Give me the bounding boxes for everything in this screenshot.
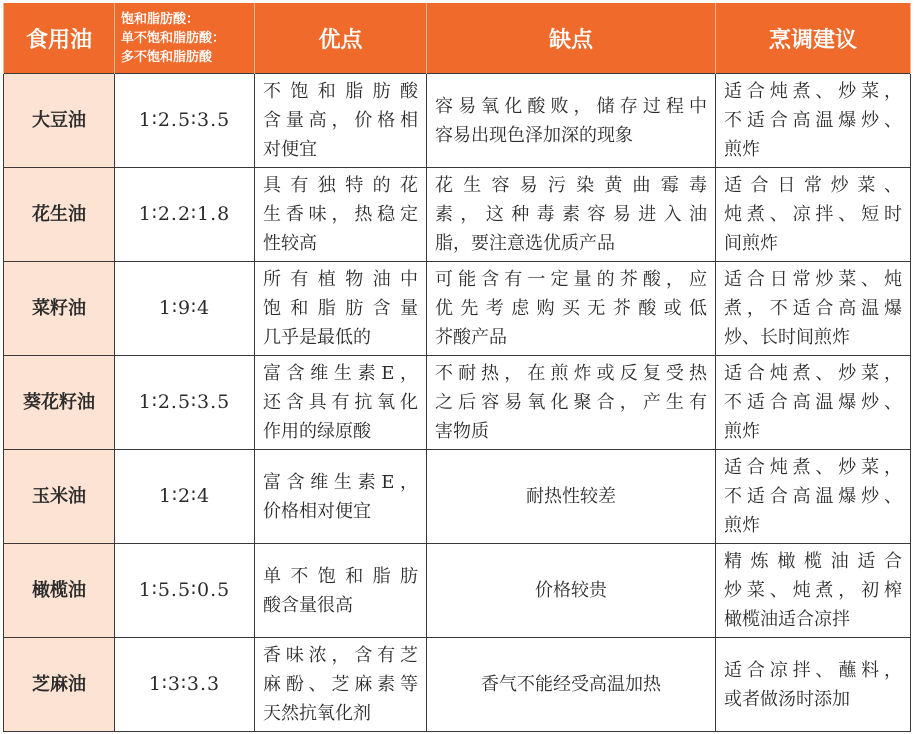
header-ratio-line: 饱和脂肪酸： bbox=[121, 11, 200, 27]
advice-cell-line: 炖煮、凉拌、短时 bbox=[724, 204, 902, 225]
pros-cell-line: 香味浓，含有芝 bbox=[263, 645, 418, 666]
advice-cell bbox=[716, 544, 911, 638]
table-row bbox=[4, 356, 911, 450]
cons-cell-line: 害物质 bbox=[435, 421, 489, 442]
cons-cell-line: 耐热性较差 bbox=[526, 486, 616, 507]
header-oil: 食用油 bbox=[4, 3, 115, 74]
oil-name: 橄榄油 bbox=[4, 544, 115, 638]
cons-cell-line: 芥酸产品 bbox=[435, 327, 507, 348]
fatty-acid-ratio: 1∶2.5∶3.5 bbox=[115, 356, 255, 450]
table-row bbox=[4, 450, 911, 544]
pros-cell-line: 富含维生素E， bbox=[263, 471, 418, 493]
pros-cell-line: 性较高 bbox=[263, 233, 317, 254]
cons-cell-line: 价格较贵 bbox=[535, 580, 607, 601]
header-advice: 烹调建议 bbox=[716, 3, 911, 74]
advice-cell-line: 适合凉拌、蘸料， bbox=[724, 659, 902, 681]
advice-cell-line: 适合炖煮、炒菜， bbox=[724, 363, 902, 384]
advice-cell bbox=[716, 168, 911, 262]
pros-cell-line: 麻酚、芝麻素等 bbox=[263, 674, 418, 695]
oil-name: 菜籽油 bbox=[4, 262, 115, 356]
oil-comparison-sheet bbox=[3, 3, 910, 731]
header-fatty-acid-ratio bbox=[115, 3, 255, 74]
advice-cell-line: 适合炖煮、炒菜， bbox=[724, 457, 902, 478]
pros-cell-line: 所有植物油中 bbox=[263, 269, 418, 290]
pros-cell-line: 生香味，热稳定 bbox=[263, 204, 418, 225]
pros-cell-line: 天然抗氧化剂 bbox=[263, 703, 371, 724]
oil-name: 大豆油 bbox=[4, 74, 115, 168]
pros-cell bbox=[255, 544, 427, 638]
oil-name: 花生油 bbox=[4, 168, 115, 262]
advice-cell bbox=[716, 450, 911, 544]
pros-cell-line: 不饱和脂肪酸 bbox=[263, 81, 418, 102]
cons-cell-line: 不耐热，在煎炸或反复受热 bbox=[435, 363, 707, 384]
pros-cell bbox=[255, 638, 427, 732]
cons-cell-line: 之后容易氧化聚合，产生有 bbox=[435, 392, 707, 413]
advice-cell-line: 适合日常炒菜、炖 bbox=[724, 269, 902, 290]
pros-cell bbox=[255, 450, 427, 544]
advice-cell-line: 煎炸 bbox=[724, 139, 760, 160]
cons-cell-line: 容易出现色泽加深的现象 bbox=[435, 124, 633, 146]
cons-cell-line: 容易氧化酸败，储存过程中 bbox=[435, 95, 707, 117]
pros-cell-line: 具有独特的花 bbox=[263, 175, 418, 196]
advice-cell bbox=[716, 74, 911, 168]
pros-cell bbox=[255, 168, 427, 262]
pros-cell-line: 单不饱和脂肪 bbox=[263, 565, 418, 587]
fatty-acid-ratio: 1∶5.5∶0.5 bbox=[115, 544, 255, 638]
cons-cell bbox=[427, 638, 716, 732]
fatty-acid-ratio: 1∶9∶4 bbox=[115, 262, 255, 356]
cons-cell bbox=[427, 544, 716, 638]
table-row bbox=[4, 168, 911, 262]
pros-cell-line: 饱和脂肪含量 bbox=[263, 298, 418, 319]
pros-cell bbox=[255, 356, 427, 450]
advice-cell-line: 适合炖煮、炒菜， bbox=[724, 81, 902, 102]
header-ratio-line: 多不饱和脂肪酸 bbox=[121, 49, 213, 65]
cons-cell-line: 素，这种毒素容易进入油 bbox=[435, 204, 707, 225]
advice-cell bbox=[716, 356, 911, 450]
pros-cell-line: 价格相对便宜 bbox=[263, 500, 371, 522]
pros-cell-line: 几乎是最低的 bbox=[263, 327, 371, 348]
advice-cell-line: 橄榄油适合凉拌 bbox=[724, 609, 850, 630]
advice-cell-line: 炒、长时间煎炸 bbox=[724, 327, 850, 348]
pros-cell-line: 含量高，价格相 bbox=[263, 110, 418, 131]
cons-cell bbox=[427, 262, 716, 356]
pros-cell bbox=[255, 74, 427, 168]
advice-cell-line: 炒菜、炖煮，初榨 bbox=[724, 580, 902, 601]
cons-cell-line: 可能含有一定量的芥酸，应 bbox=[435, 269, 707, 290]
advice-cell-line: 或者做汤时添加 bbox=[724, 688, 850, 710]
cons-cell bbox=[427, 356, 716, 450]
fatty-acid-ratio: 1∶2∶4 bbox=[115, 450, 255, 544]
table-row bbox=[4, 638, 911, 732]
oil-name: 葵花籽油 bbox=[4, 356, 115, 450]
header-ratio-line: 单不饱和脂肪酸： bbox=[121, 30, 226, 46]
pros-cell-line: 作用的绿原酸 bbox=[263, 421, 371, 442]
header-pros: 优点 bbox=[255, 3, 427, 74]
table-row bbox=[4, 74, 911, 168]
cons-cell-line: 脂，要注意选优质产品 bbox=[435, 233, 615, 254]
pros-cell bbox=[255, 262, 427, 356]
advice-cell-line: 不适合高温爆炒、 bbox=[724, 486, 902, 507]
oil-name: 芝麻油 bbox=[4, 638, 115, 732]
cons-cell-line: 花生容易污染黄曲霉毒 bbox=[435, 175, 707, 196]
advice-cell-line: 适合日常炒菜、 bbox=[724, 175, 902, 196]
advice-cell-line: 不适合高温爆炒、 bbox=[724, 110, 902, 131]
table-row bbox=[4, 544, 911, 638]
table-body bbox=[4, 74, 911, 732]
fatty-acid-ratio: 1∶2.5∶3.5 bbox=[115, 74, 255, 168]
advice-cell-line: 精炼橄榄油适合 bbox=[724, 551, 902, 572]
cons-cell bbox=[427, 74, 716, 168]
cons-cell-line: 优先考虑购买无芥酸或低 bbox=[435, 298, 707, 319]
pros-cell-line: 还含具有抗氧化 bbox=[263, 392, 418, 413]
advice-cell-line: 不适合高温爆炒、 bbox=[724, 392, 902, 413]
table-row bbox=[4, 262, 911, 356]
advice-cell-line: 煮，不适合高温爆 bbox=[724, 298, 902, 319]
advice-cell bbox=[716, 638, 911, 732]
header-cons: 缺点 bbox=[427, 3, 716, 74]
oil-name: 玉米油 bbox=[4, 450, 115, 544]
cons-cell bbox=[427, 450, 716, 544]
pros-cell-line: 酸含量很高 bbox=[263, 594, 353, 616]
pros-cell-line: 富含维生素E， bbox=[263, 363, 418, 384]
cons-cell bbox=[427, 168, 716, 262]
cons-cell-line: 香气不能经受高温加热 bbox=[481, 674, 661, 695]
fatty-acid-ratio: 1∶3∶3.3 bbox=[115, 638, 255, 732]
advice-cell-line: 间煎炸 bbox=[724, 233, 778, 254]
pros-cell-line: 对便宜 bbox=[263, 139, 317, 160]
advice-cell-line: 煎炸 bbox=[724, 515, 760, 536]
oil-comparison-table bbox=[3, 3, 911, 732]
header-row bbox=[4, 3, 911, 74]
advice-cell bbox=[716, 262, 911, 356]
fatty-acid-ratio: 1∶2.2∶1.8 bbox=[115, 168, 255, 262]
advice-cell-line: 煎炸 bbox=[724, 421, 760, 442]
